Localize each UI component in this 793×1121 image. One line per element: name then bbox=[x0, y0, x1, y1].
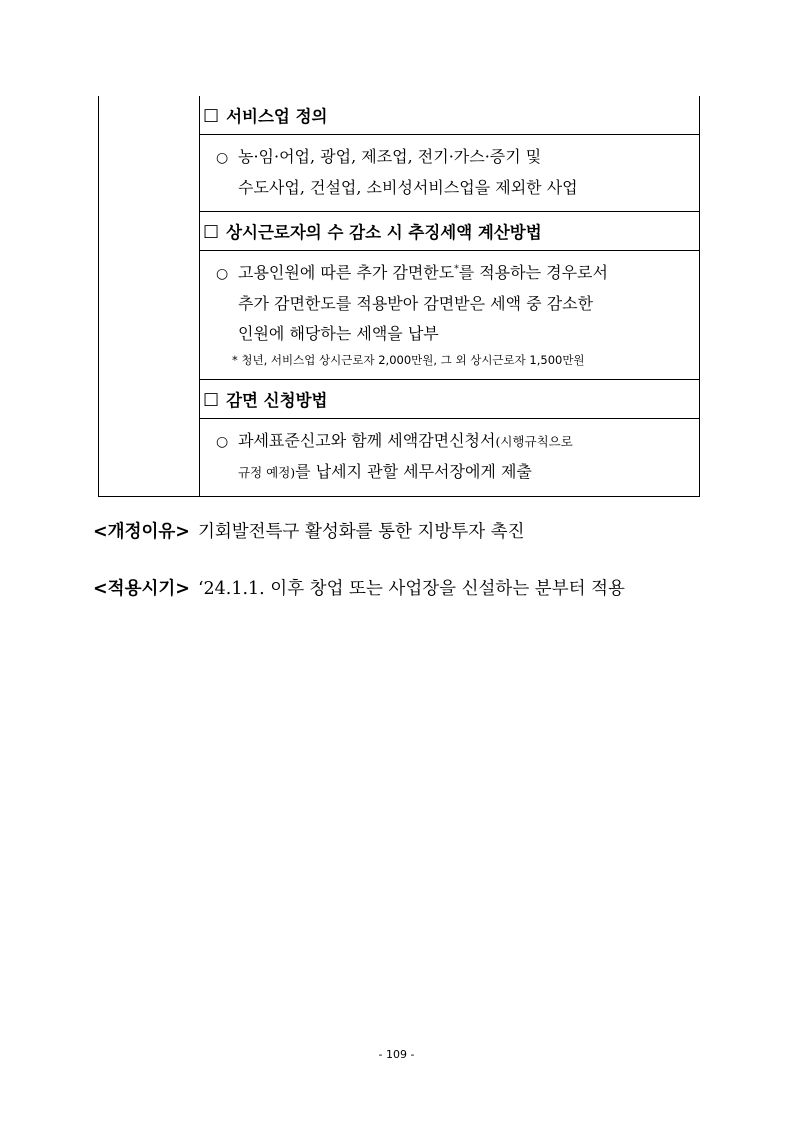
body-line: 추가 감면한도를 적용받아 감면받은 세액 중 감소한 bbox=[238, 294, 594, 313]
heading-text: 상시근로자의 수 감소 시 추징세액 계산방법 bbox=[226, 223, 542, 242]
bullet-circle-icon: ○ bbox=[216, 266, 229, 282]
bullet-circle-icon: ○ bbox=[216, 150, 229, 166]
heading-text: 감면 신청방법 bbox=[226, 391, 328, 410]
body-line bbox=[216, 142, 699, 173]
footnote-mark: * bbox=[454, 264, 459, 275]
reason-text: 기회발전특구 활성화를 통한 지방투자 촉진 bbox=[197, 522, 525, 542]
body-text: 를 납세지 관할 세무서장에게 제출 bbox=[295, 462, 532, 481]
checkbox-square-icon: □ bbox=[203, 221, 220, 241]
bullet-circle-icon: ○ bbox=[216, 434, 229, 450]
heading-text: 서비스업 정의 bbox=[226, 107, 328, 126]
apply-label: <적용시기> bbox=[93, 579, 190, 599]
section-body-clawback bbox=[200, 250, 699, 379]
table-content bbox=[200, 96, 699, 496]
apply-text: ‘24.1.1. 이후 창업 또는 사업장을 신설하는 분부터 적용 bbox=[197, 579, 625, 599]
body-line: 인원에 해당하는 세액을 납부 bbox=[238, 324, 439, 343]
section-heading-service-definition bbox=[200, 96, 699, 134]
body-line bbox=[216, 457, 699, 488]
checkbox-square-icon: □ bbox=[203, 105, 220, 125]
body-small-text: 규정 예정) bbox=[238, 465, 296, 480]
application-period bbox=[93, 575, 625, 600]
section-heading-clawback bbox=[200, 211, 699, 250]
body-line bbox=[216, 426, 699, 457]
body-text: 를 적용하는 경우로서 bbox=[458, 263, 608, 282]
body-line: 수도사업, 건설업, 소비성서비스업을 제외한 사업 bbox=[238, 178, 578, 197]
page-number: - 109 - bbox=[378, 1048, 415, 1061]
body-text: 고용인원에 따른 추가 감면한도 bbox=[238, 263, 455, 282]
section-body-service-definition bbox=[200, 134, 699, 211]
footnote: * 청년, 서비스업 상시근로자 2,000만원, 그 외 상시근로자 1,500만원 bbox=[232, 353, 585, 367]
body-small-text: (시행규칙으로 bbox=[495, 434, 573, 449]
reason-label: <개정이유> bbox=[93, 522, 190, 542]
section-heading-application bbox=[200, 379, 699, 418]
amendment-reason bbox=[93, 518, 525, 543]
body-line bbox=[216, 258, 699, 289]
section-body-application bbox=[200, 418, 699, 496]
checkbox-square-icon: □ bbox=[203, 389, 220, 409]
body-text: 농·임·어업, 광업, 제조업, 전기·가스·증기 및 bbox=[238, 147, 542, 166]
body-text: 과세표준신고와 함께 세액감면신청서 bbox=[238, 431, 496, 450]
provision-table bbox=[98, 96, 700, 497]
